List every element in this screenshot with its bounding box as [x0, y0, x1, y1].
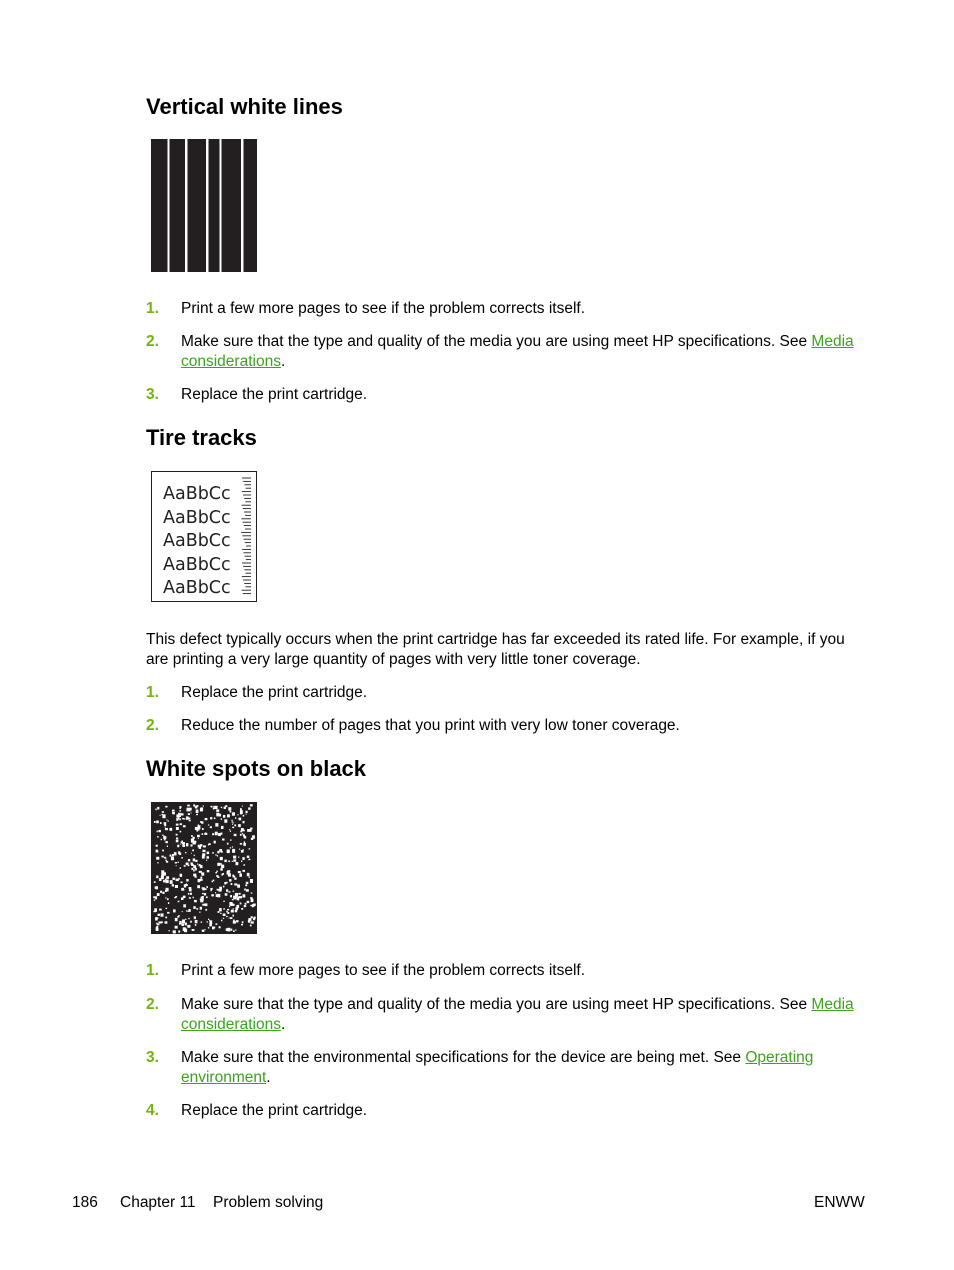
step-text: Replace the print cartridge.: [181, 684, 368, 701]
step-item: [146, 332, 868, 371]
step-text: Replace the print cartridge.: [181, 386, 368, 403]
figure-sample-text: AaBbCc: [163, 508, 231, 528]
media-considerations-link[interactable]: Media: [811, 996, 854, 1013]
step-number: 2.: [146, 333, 159, 350]
footer-chapter-title: Problem solving: [213, 1194, 324, 1211]
media-considerations-link-cont[interactable]: considerations: [181, 352, 281, 370]
operating-environment-link-cont[interactable]: environment: [181, 1068, 267, 1086]
step-number: 1.: [146, 962, 159, 979]
step-text: Reduce the number of pages that you print with very low toner coverage.: [181, 717, 680, 734]
figure-sample-text: AaBbCc: [163, 531, 231, 551]
white-spots-figure: [151, 802, 257, 939]
step-item: [146, 961, 868, 981]
step-item: [146, 683, 868, 703]
step-item: [146, 1048, 868, 1087]
tire-tracks-figure: [151, 471, 257, 607]
step-item: [146, 299, 868, 319]
step-text: Make sure that the environmental specifications for the device are being met. See Operating environment.: [181, 1049, 814, 1086]
step-number: 1.: [146, 300, 159, 317]
step-text: Make sure that the type and quality of the media you are using meet HP specifications. See Media considerations.: [181, 333, 854, 370]
operating-environment-link[interactable]: Operating: [745, 1049, 814, 1066]
step-text: Make sure that the type and quality of the media you are using meet HP specifications. See Media considerations.: [181, 996, 854, 1033]
step-number: 1.: [146, 684, 159, 701]
section-title-vertical-white-lines: Vertical white lines: [146, 94, 343, 119]
step-number: 2.: [146, 717, 159, 734]
step-item: [146, 995, 868, 1034]
step-text: Replace the print cartridge.: [181, 1102, 368, 1119]
footer-enww: ENWW: [814, 1194, 865, 1211]
vertical-white-lines-figure: [151, 139, 257, 277]
step-item: [146, 716, 868, 736]
page-number: 186: [72, 1194, 98, 1211]
step-text: Print a few more pages to see if the problem corrects itself.: [181, 300, 586, 317]
step-text: Print a few more pages to see if the problem corrects itself.: [181, 962, 586, 979]
step-item: [146, 1101, 868, 1121]
step-item: [146, 385, 868, 405]
step-number: 3.: [146, 1049, 159, 1066]
media-considerations-link-cont[interactable]: considerations: [181, 1015, 281, 1033]
step-number: 4.: [146, 1102, 159, 1119]
figure-sample-text: AaBbCc: [163, 484, 231, 504]
step-number: 2.: [146, 996, 159, 1013]
section-title-tire-tracks: Tire tracks: [146, 425, 257, 450]
section-title-white-spots-on-black: White spots on black: [146, 756, 367, 781]
tire-tracks-description: This defect typically occurs when the print cartridge has far exceeded its rated life. For example, if you are printing a very large quantity of pages with very little toner coverage.: [146, 631, 845, 668]
footer-chapter: Chapter 11: [120, 1194, 196, 1211]
media-considerations-link[interactable]: Media: [811, 333, 854, 350]
step-number: 3.: [146, 386, 159, 403]
figure-sample-text: AaBbCc: [163, 578, 231, 598]
figure-sample-text: AaBbCc: [163, 555, 231, 575]
